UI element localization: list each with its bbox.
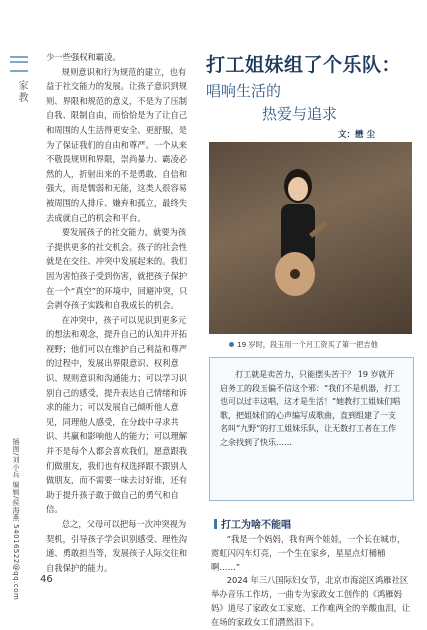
right-column-body	[211, 533, 413, 630]
menu-lines-icon	[10, 56, 28, 72]
article-author: 文：懋 尘	[338, 130, 375, 140]
caption-bullet-icon	[229, 342, 234, 347]
paragraph: 要发展孩子的社交能力，就要为孩子提供更多的社交机会。孩子的社会性就是在交往、冲突中发展起来的。我们因为害怕孩子受到伤害，就把孩子保护在一个“真空”的环境中，回避冲突，只会剥夺孩子实践和自我成长的机会。	[46, 227, 188, 311]
photo-caption	[229, 340, 378, 350]
article-subtitle-line2: 热爱与追求	[262, 105, 338, 123]
intro-text	[220, 368, 401, 450]
page-number: 46	[40, 574, 53, 585]
article-subtitle-line1: 唱响生活的	[206, 82, 282, 100]
article-title: 打工姐妹组了个乐队：	[206, 54, 402, 76]
photo-caption-text: 19 岁时，段玉用一个月工资买了第一把吉他	[237, 340, 378, 349]
intro-box	[209, 357, 414, 501]
section-heading-text: 打工为啥不能唱	[221, 520, 291, 531]
left-column-text	[46, 50, 188, 575]
paragraph: 规则意识和行为规范的建立，也有益于社交能力的发展。让孩子意识到规则、界限和规范的意义，不是为了压制自我、限制自由，而恰恰是为了让自己和周围的人生活得更安全、更舒服，是为了保证我们的自由和尊严。一个从来不敬畏规则和界限，崇尚暴力、霸凌必然的人，折射出来的不是勇敢、自信和强大，而是懦弱和无能，这类人很容易被周围的人排斥、嫌弃和孤立，最终失去成就自己的机会和平台。	[46, 66, 188, 223]
paragraph: 打工就是卖苦力，只能摆头苦干？ 19 岁就开启务工的段玉偏不信这个邪：“我们不是机器，打工也可以过丰这唱，这才是生活！”她教打工姐妹们唱歌，把姐妹们的心声编写成歌曲，直到组建了一支名叫“九野”的打工姐妹乐队，让无数打工者在工作之余找到了快乐……	[220, 370, 401, 447]
paragraph: 在冲突中，孩子可以见识到更多元的想法和观念，提升自己的认知并开拓视野；他们可以在维护自己利益和尊严的过程中，发展出界限意识、权利意识、规则意识和沟通能力；可以学习识别自己的感受，提升表达自己情绪和诉求的能力；可以发展自己倾听他人意见，同理他人感受，在分歧中寻求共识、共赢和影响他人的能力；可以理解并不是每个人都会喜欢我们，愿意跟我们做朋友，我们也有权选择跟不跟别人做朋友，而不需要一味去讨好谁，还有助于提升孩子敢于做自己的勇气和自信。	[46, 314, 188, 515]
section-label: 家教	[16, 80, 27, 104]
section-nav	[8, 56, 34, 104]
section-heading	[214, 516, 291, 531]
paragraph: 总之，父母可以把每一次冲突视为契机，引导孩子学会识别感受、理性沟通、勇敢担当等，发展孩子人际交往和自我保护的能力。	[46, 519, 188, 573]
article-photo	[209, 142, 412, 334]
heading-bar-icon	[214, 519, 217, 529]
paragraph: “我是一个妈妈，我有两个娃娃，一个长在城市，霓虹闪闪车灯亮，一个生在家乡，星星点灯桶桶啊……”	[211, 534, 406, 572]
paragraph: 少一些强权和霸凌。	[46, 52, 121, 62]
paragraph: 2024 年三八国际妇女节，北京市海淀区鸿雁社区举办音乐工作坊，一曲专为家政女工创作的《鸿雁妈妈》道尽了家政女工家庭、工作难两全的辛酸血泪，让在场的家政女工们潸然泪下。	[211, 575, 411, 627]
editor-credit: 插图/刘小兵 编辑/侯海燕 54016522@qq.com	[12, 438, 20, 601]
guitar-player-illustration	[265, 164, 331, 304]
